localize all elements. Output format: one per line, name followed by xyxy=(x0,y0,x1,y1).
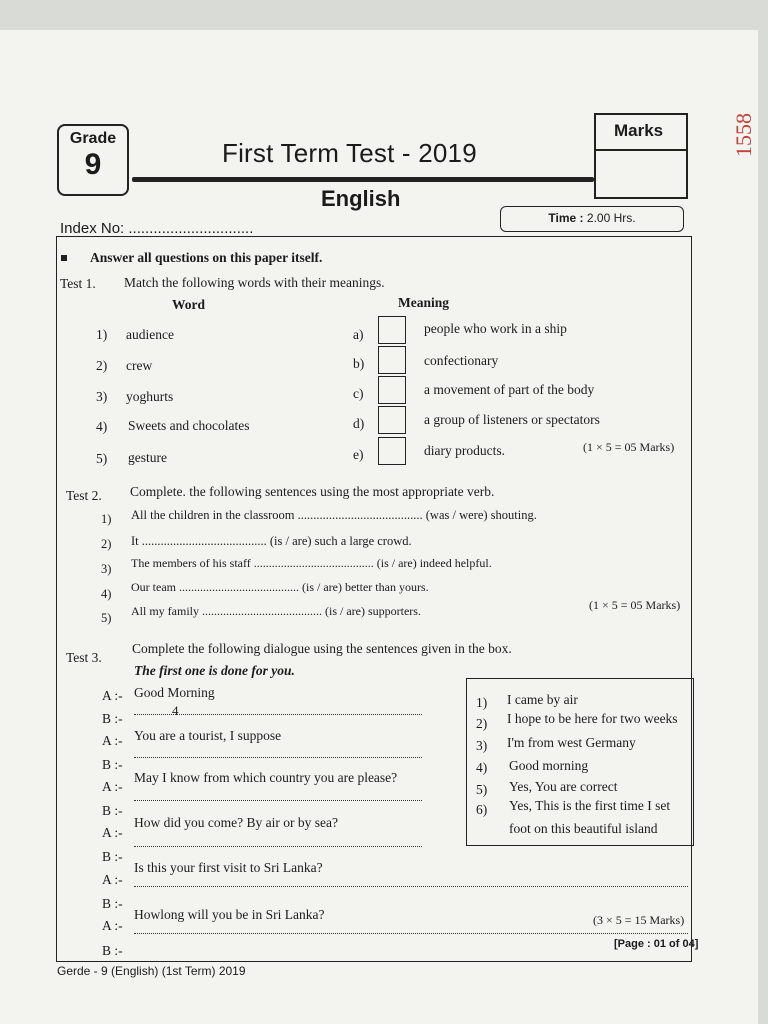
option-number: 2) xyxy=(476,716,488,731)
example-note: The first one is done for you. xyxy=(134,663,295,678)
test2-marks: (1 × 5 = 05 Marks) xyxy=(589,598,681,612)
dialogue-line: May I know from which country you are please? xyxy=(134,770,398,785)
sentence-item[interactable]: Our team ........................................ (is / are) better than yours. xyxy=(131,580,429,594)
dialogue-line: You are a tourist, I suppose xyxy=(134,728,282,743)
word-item: gesture xyxy=(128,450,167,465)
answer-box[interactable] xyxy=(378,437,406,465)
speaker-label: B :- xyxy=(102,896,123,911)
bullet-icon xyxy=(61,255,67,261)
sentence-item[interactable]: All my family ........................................ (is / are) supporters. xyxy=(131,604,421,618)
meaning-letter: a) xyxy=(353,327,364,342)
option-text: I came by air xyxy=(507,692,578,707)
dialogue-line: How did you come? By air or by sea? xyxy=(134,815,338,830)
meaning-item: a group of listeners or spectators xyxy=(424,412,600,427)
speaker-label: A :- xyxy=(102,918,123,933)
test2-prompt: Complete. the following sentences using the most appropriate verb. xyxy=(130,484,495,499)
meaning-letter: c) xyxy=(353,386,364,401)
meaning-item: confectionary xyxy=(424,353,499,368)
speaker-label: B :- xyxy=(102,757,123,772)
answer-line[interactable] xyxy=(134,886,688,887)
option-number: 4) xyxy=(476,760,488,775)
time-value: 2.00 Hrs. xyxy=(586,211,636,225)
page-number: [Page : 01 of 04] xyxy=(614,938,699,950)
option-number: 6) xyxy=(476,802,488,817)
sentence-number: 4) xyxy=(101,587,112,601)
sentence-item[interactable]: The members of his staff ........................................ (is / are) indeed helpful. xyxy=(131,556,492,570)
speaker-label: A :- xyxy=(102,733,123,748)
sentence-item[interactable]: All the children in the classroom ........................................ (was / were) shouting. xyxy=(131,508,537,522)
test1-marks: (1 × 5 = 05 Marks) xyxy=(583,440,675,454)
index-number-field[interactable]: Index No: .............................. xyxy=(60,220,254,237)
option-text-continued: foot on this beautiful island xyxy=(509,821,658,836)
sentence-number: 5) xyxy=(101,611,112,625)
meaning-item: people who work in a ship xyxy=(424,321,567,336)
grade-box xyxy=(57,124,129,196)
handwritten-answer: 4 xyxy=(172,703,179,718)
marks-label: Marks xyxy=(614,121,664,140)
paper-code: 1558 xyxy=(731,113,756,157)
sentence-number: 2) xyxy=(101,537,112,551)
sentence-item[interactable]: It ........................................ (is / are) such a large crowd. xyxy=(131,534,412,548)
word-number: 3) xyxy=(96,389,108,404)
title-underline xyxy=(132,177,594,182)
footer-note: Gerde - 9 (English) (1st Term) 2019 xyxy=(57,964,246,978)
meaning-item: a movement of part of the body xyxy=(424,382,595,397)
dialogue-line: Howlong will you be in Sri Lanka? xyxy=(134,907,325,922)
option-number: 5) xyxy=(476,782,488,797)
meaning-column-header: Meaning xyxy=(398,295,450,310)
test3-marks: (3 × 5 = 15 Marks) xyxy=(593,913,685,927)
option-text: Yes, This is the first time I set xyxy=(509,798,671,813)
answer-line[interactable] xyxy=(134,714,422,715)
answer-box[interactable] xyxy=(378,346,406,374)
time-label: Time : xyxy=(548,211,584,225)
speaker-label: B :- xyxy=(102,943,123,958)
speaker-label: A :- xyxy=(102,688,123,703)
sentence-number: 3) xyxy=(101,562,112,576)
answer-box[interactable] xyxy=(378,376,406,404)
test3-label: Test 3. xyxy=(66,650,102,665)
option-text: I hope to be here for two weeks xyxy=(507,711,678,726)
meaning-item: diary products. xyxy=(424,443,505,458)
answer-line[interactable] xyxy=(134,757,422,758)
sentence-number: 1) xyxy=(101,512,112,526)
answer-line[interactable] xyxy=(134,846,422,847)
paper-code-stamp xyxy=(731,100,768,157)
marks-box xyxy=(594,113,688,199)
option-text: I'm from west Germany xyxy=(507,735,636,750)
meaning-letter: d) xyxy=(353,416,365,431)
dialogue-line: Good Morning xyxy=(134,685,215,700)
option-text: Yes, You are correct xyxy=(509,779,618,794)
speaker-label: A :- xyxy=(102,779,123,794)
word-item: audience xyxy=(126,327,174,342)
meaning-letter: e) xyxy=(353,447,364,462)
exam-title: First Term Test - 2019 xyxy=(222,138,477,168)
word-item: yoghurts xyxy=(126,389,174,404)
time-box xyxy=(500,206,684,232)
meaning-letter: b) xyxy=(353,356,365,371)
marks-divider xyxy=(596,149,686,151)
option-number: 1) xyxy=(476,695,488,710)
speaker-label: B :- xyxy=(102,711,123,726)
test2-label: Test 2. xyxy=(66,488,102,503)
option-number: 3) xyxy=(476,738,488,753)
word-number: 4) xyxy=(96,419,108,434)
test1-label: Test 1. xyxy=(60,276,96,291)
speaker-label: A :- xyxy=(102,825,123,840)
answer-line[interactable] xyxy=(134,800,422,801)
grade-number: 9 xyxy=(84,148,102,181)
test3-prompt: Complete the following dialogue using the sentences given in the box. xyxy=(132,641,512,656)
test1-prompt: Match the following words with their meanings. xyxy=(124,275,385,290)
answer-box[interactable] xyxy=(378,406,406,434)
answer-line[interactable] xyxy=(134,933,688,934)
word-item: crew xyxy=(126,358,153,373)
option-text: Good morning xyxy=(509,758,589,773)
word-number: 2) xyxy=(96,358,108,373)
answer-box[interactable] xyxy=(378,316,406,344)
speaker-label: B :- xyxy=(102,849,123,864)
grade-label: Grade xyxy=(69,130,117,147)
general-instruction: Answer all questions on this paper itself. xyxy=(90,250,323,265)
dialogue-line: Is this your first visit to Sri Lanka? xyxy=(134,860,323,875)
word-item: Sweets and chocolates xyxy=(128,418,250,433)
word-column-header: Word xyxy=(172,297,206,312)
word-number: 5) xyxy=(96,451,108,466)
subject-title: English xyxy=(321,186,401,211)
word-number: 1) xyxy=(96,327,108,342)
speaker-label: B :- xyxy=(102,803,123,818)
speaker-label: A :- xyxy=(102,872,123,887)
